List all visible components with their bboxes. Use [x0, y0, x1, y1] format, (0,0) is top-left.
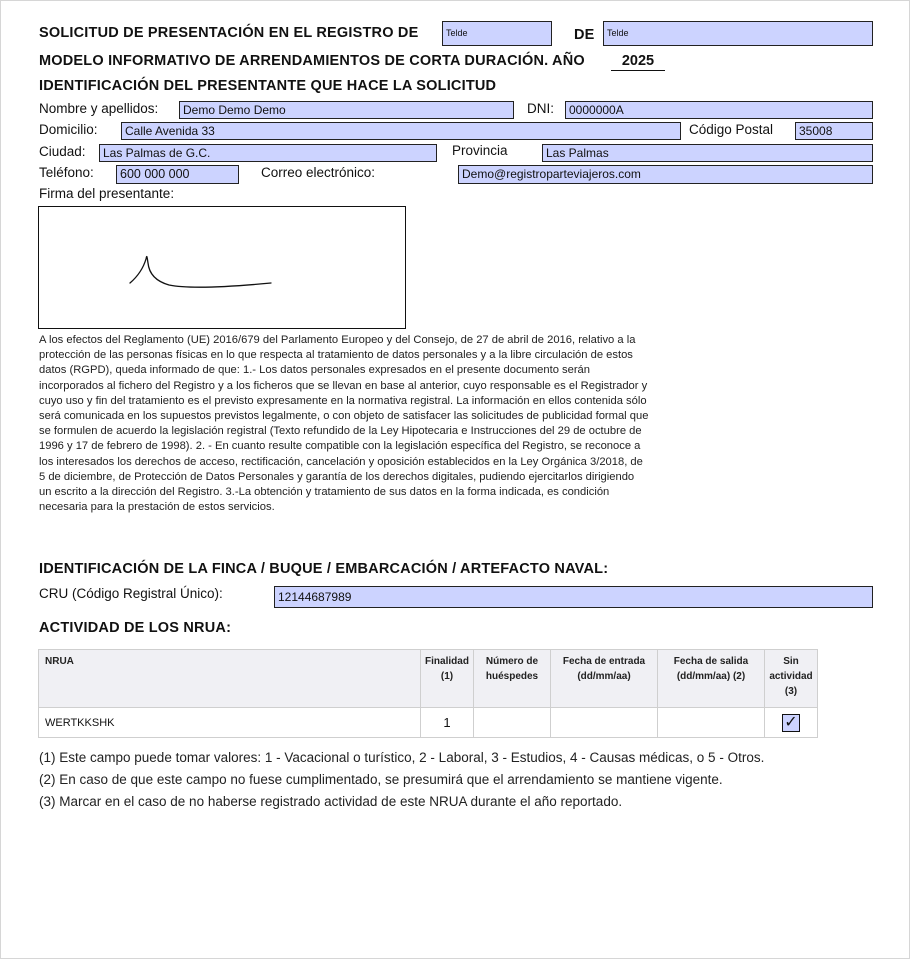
- phone-input[interactable]: 600 000 000: [116, 165, 239, 184]
- note-3: (3) Marcar en el caso de no haberse registrado actividad de este NRUA durante el año reportado.: [39, 794, 623, 809]
- province-input[interactable]: Las Palmas: [542, 144, 873, 162]
- note-2: (2) En caso de que este campo no fuese cumplimentado, se presumirá que el arrendamiento se mantiene vigente.: [39, 772, 723, 787]
- cru-label: CRU (Código Registral Único):: [39, 586, 223, 601]
- header-sin-actividad: Sin actividad (3): [765, 650, 818, 708]
- section-presentante-title: IDENTIFICACIÓN DEL PRESENTANTE QUE HACE LA SOLICITUD: [39, 78, 497, 94]
- year-field[interactable]: 2025: [611, 53, 665, 71]
- nrua-table: [38, 649, 818, 738]
- header-fecha-salida: Fecha de salida (dd/mm/aa) (2): [658, 650, 765, 708]
- phone-label: Teléfono:: [39, 165, 94, 180]
- section-finca-title: IDENTIFICACIÓN DE LA FINCA / BUQUE / EMBARCACIÓN / ARTEFACTO NAVAL:: [39, 561, 609, 577]
- cru-input[interactable]: 12144687989: [274, 586, 873, 608]
- email-label: Correo electrónico:: [261, 165, 376, 180]
- sin-actividad-checkbox[interactable]: ✓: [782, 714, 800, 732]
- note-1: (1) Este campo puede tomar valores: 1 - Vacacional o turístico, 2 - Laboral, 3 - Estudios, 4 - Causas médicas, o 5 - Otros.: [39, 750, 765, 765]
- signature-drawing: [39, 207, 404, 327]
- cell-sin-actividad: [765, 708, 818, 738]
- dni-label: DNI:: [527, 101, 554, 116]
- header-nrua: NRUA: [39, 650, 421, 708]
- registro-title: SOLICITUD DE PRESENTACIÓN EN EL REGISTRO DE: [39, 25, 419, 41]
- postal-input[interactable]: 35008: [795, 122, 873, 140]
- address-label: Domicilio:: [39, 122, 98, 137]
- signature-label: Firma del presentante:: [39, 186, 175, 201]
- cell-nrua[interactable]: WERTKKSHK: [39, 708, 421, 738]
- email-input[interactable]: Demo@registroparteviajeros.com: [458, 165, 873, 184]
- name-label: Nombre y apellidos:: [39, 101, 159, 116]
- cell-huespedes[interactable]: [474, 708, 551, 738]
- postal-label: Código Postal: [689, 122, 774, 137]
- cell-fecha-salida[interactable]: [658, 708, 765, 738]
- de-label: DE: [574, 27, 595, 43]
- registro-input[interactable]: Telde: [442, 21, 552, 46]
- header-huespedes: Número de huéspedes: [474, 650, 551, 708]
- address-input[interactable]: Calle Avenida 33: [121, 122, 681, 140]
- signature-box[interactable]: [38, 206, 406, 329]
- modelo-title: MODELO INFORMATIVO DE ARRENDAMIENTOS DE CORTA DURACIÓN. AÑO: [39, 53, 585, 69]
- province-label: Provincia: [452, 143, 508, 158]
- table-row: [39, 708, 818, 738]
- cell-fecha-entrada[interactable]: [551, 708, 658, 738]
- dni-input[interactable]: 0000000A: [565, 101, 873, 119]
- header-fecha-entrada: Fecha de entrada (dd/mm/aa): [551, 650, 658, 708]
- cell-finalidad[interactable]: 1: [421, 708, 474, 738]
- legal-notice: A los efectos del Reglamento (UE) 2016/679 del Parlamento Europeo y del Consejo, de 27 de abril de 2016, relativo a la protección de las personas físicas en lo que respecta al tratamiento de datos personales y a la libre circulación de estos datos (RGPD), queda informado de que: 1.- Los datos personales expresados en el presente documento serán incorporados al fichero del Registro y a los ficheros que se llevan en base al anterior, cuyo responsable es el Registrador y cuyo uso y fin del tratamiento es el previsto expresamente en la normativa registral. La información en ellos contenida sólo será comunicada en los supuestos previstos legalmente, o con objeto de satisfacer las solicitudes de publicidad formal que se formulen de acuerdo la legislación registral (Texto refundido de la Ley Hipotecaria e Instrucciones del 29 de octubre de 1996 y 17 de febrero de 1998). 2. - En cuanto resulte compatible con la legislación específica del Registro, se reconoce a los interesados los derechos de acceso, rectificación, cancelación y oposición establecidos en la Ley Orgánica 3/2018, de 5 de diciembre, de Protección de Datos Personales y garantía de los derechos digitales, pudiendo ejercitarlos dirigiendo un escrito a la dirección del Registro. 3.-La obtención y tratamiento de sus datos en la forma indicada, es condición necesaria para la prestación de estos servicios.: [39, 334, 649, 514]
- city-input[interactable]: Las Palmas de G.C.: [99, 144, 437, 162]
- de-input[interactable]: Telde: [603, 21, 873, 46]
- header-finalidad: Finalidad (1): [421, 650, 474, 708]
- city-label: Ciudad:: [39, 144, 86, 159]
- name-input[interactable]: Demo Demo Demo: [179, 101, 514, 119]
- section-activity-title: ACTIVIDAD DE LOS NRUA:: [39, 620, 232, 636]
